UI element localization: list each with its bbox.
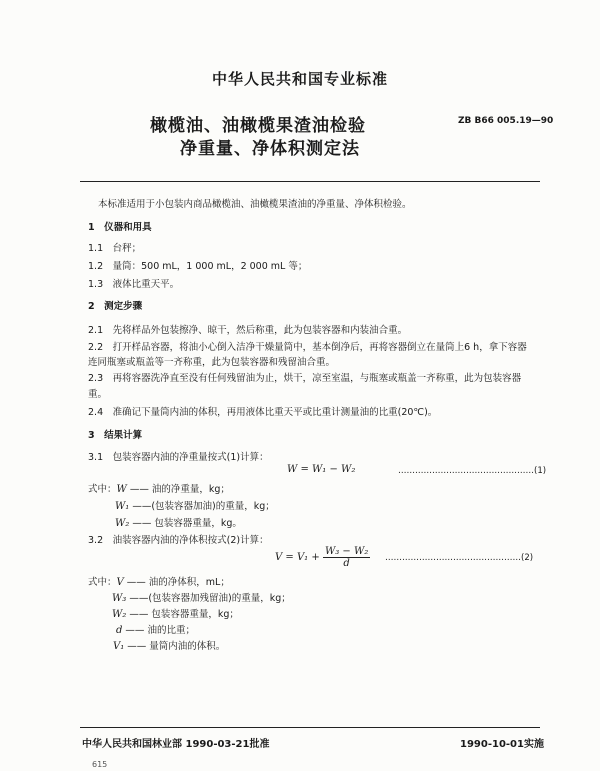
description: —— 油的比重；	[122, 625, 195, 636]
section-3-item-1: 3.1 包装容器内油的净重量按式(1)计算：	[88, 452, 269, 463]
formula-1: W = W₁ − W₂	[287, 464, 356, 475]
symbol: V₁	[113, 641, 125, 652]
where-2-row-4	[116, 622, 195, 636]
formula-2-label: …………………………………………(2)	[385, 553, 534, 563]
formula-2-denominator: d	[343, 558, 350, 569]
where-1-row-1	[88, 481, 230, 495]
effective-date: 1990-10-01实施	[460, 739, 544, 750]
approval-line: 中华人民共和国林业部 1990-03-21批准	[82, 739, 270, 750]
title-line-2: 净重量、净体积测定法	[180, 139, 360, 159]
where-2-row-1	[88, 574, 230, 588]
footer-divider	[80, 727, 540, 728]
formula-1-label: …………………………………………(1)	[398, 466, 547, 476]
description: —— 油的净重量，kg；	[126, 484, 230, 495]
description: —— 包装容器重量，kg；	[126, 609, 239, 620]
symbol: W₂	[115, 518, 130, 529]
section-2-item-3-cont: 重。	[88, 389, 108, 400]
description: —— 包装容器重量，kg。	[129, 518, 242, 529]
where-2-row-3	[112, 606, 239, 620]
section-2-item-2-cont: 连同瓶塞或瓶盖等一齐称重，此为包装容器和残留油合重。	[88, 357, 336, 368]
where-2-row-5	[113, 638, 225, 652]
section-2-item-2: 2.2 打开样品容器，将油小心倒入洁净干燥量筒中，基本倒净后，再将容器倒立在量筒上6 h，拿下容器	[88, 342, 527, 353]
section-2-item-4: 2.4 准确记下量筒内油的体积，再用液体比重天平或比重计测量油的比重(20℃)。	[88, 407, 438, 418]
title-line-1: 橄榄油、油橄榄果渣油检验	[150, 116, 366, 136]
where-lead: 式中：	[88, 484, 117, 495]
formula-2-fraction	[323, 546, 370, 569]
where-1-row-2	[115, 498, 275, 512]
where-1-row-3	[115, 515, 242, 529]
formula-2-numerator: W₃ − W₂	[324, 546, 369, 557]
description: —— 量筒内油的体积。	[124, 641, 226, 652]
standard-code: ZB B66 005.19—90	[458, 116, 554, 126]
section-1-item-3: 1.3 液体比重天平。	[88, 279, 180, 290]
standard-type: 中华人民共和国专业标准	[211, 70, 388, 88]
section-3-item-2: 3.2 油装容器内油的净体积按式(2)计算：	[88, 535, 269, 546]
symbol: W₃	[112, 593, 127, 604]
where-2-row-2	[112, 590, 291, 604]
description: —— 油的净体积，mL；	[123, 577, 230, 588]
header-divider	[80, 181, 540, 182]
section-2-heading: 2 测定步骤	[88, 301, 143, 312]
section-2-item-1: 2.1 先将样品外包装擦净、晾干，然后称重，此为包装容器和内装油合重。	[88, 325, 408, 336]
symbol: W	[116, 484, 127, 495]
description: ——(包装容器加残留油)的重量，kg；	[126, 593, 291, 604]
section-3-heading: 3 结果计算	[88, 430, 143, 441]
formula-2-left: V = V₁ +	[275, 552, 320, 563]
formula-2	[275, 546, 370, 569]
symbol: W₂	[112, 609, 127, 620]
page-number: 615	[92, 760, 108, 769]
where-lead: 式中：	[88, 577, 117, 588]
intro-paragraph: 本标准适用于小包装内商品橄榄油、油橄榄果渣油的净重量、净体积检验。	[98, 199, 412, 210]
symbol: d	[116, 625, 123, 636]
description: ——(包装容器加油)的重量，kg；	[129, 501, 275, 512]
symbol: V	[116, 577, 124, 588]
symbol: W₁	[115, 501, 130, 512]
section-1-heading: 1 仪器和用具	[88, 222, 152, 233]
section-1-item-1: 1.1 台秤；	[88, 243, 142, 254]
section-2-item-3: 2.3 再将容器洗净直至没有任何残留油为止，烘干，凉至室温，与瓶塞或瓶盖一齐称重，此为包装容器	[88, 373, 522, 384]
section-1-item-2: 1.2 量筒：500 mL，1 000 mL，2 000 mL 等；	[88, 261, 308, 272]
